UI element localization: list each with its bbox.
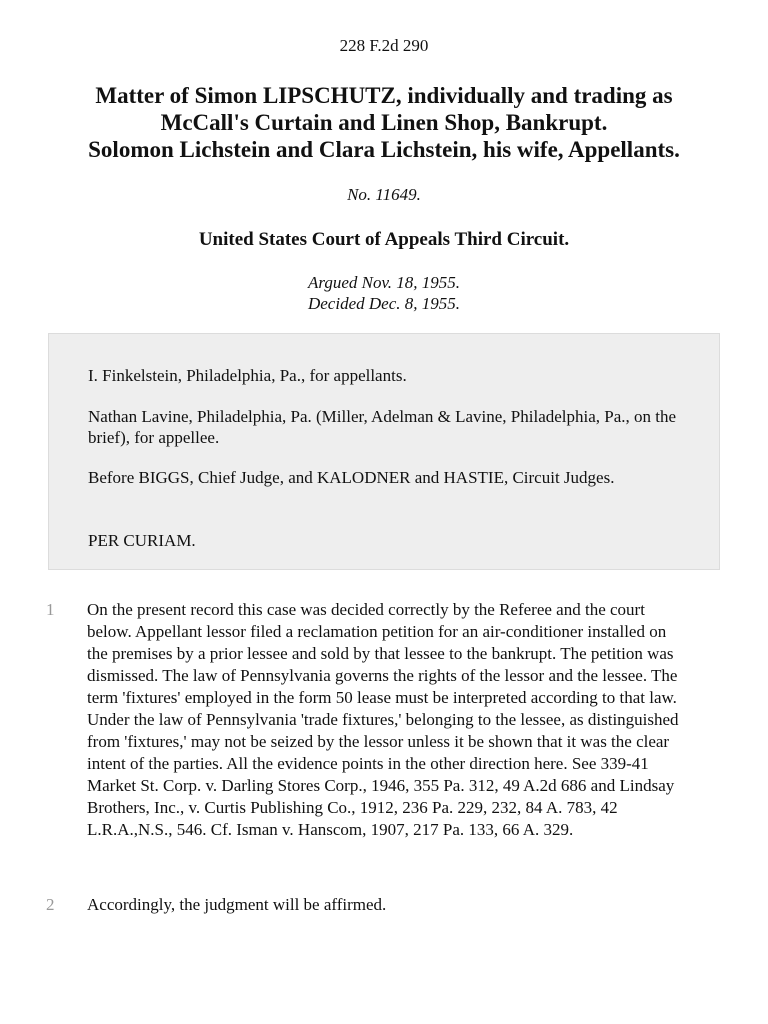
docket-number: No. 11649. — [347, 185, 421, 204]
case-title-line-2: McCall's Curtain and Linen Shop, Bankrupt. — [160, 110, 608, 135]
decided-date: Decided Dec. 8, 1955. — [307, 294, 460, 313]
paragraph-number-2: 2 — [46, 895, 55, 914]
case-dates — [0, 272, 768, 314]
paragraph-number-1: 1 — [46, 600, 55, 619]
argued-date: Argued Nov. 18, 1955. — [307, 273, 461, 292]
case-title — [20, 82, 748, 163]
citation: 228 F.2d 290 — [339, 36, 429, 55]
bench-judges: Before BIGGS, Chief Judge, and KALODNER and HASTIE, Circuit Judges. — [88, 468, 615, 487]
appellants-counsel: I. Finkelstein, Philadelphia, Pa., for appellants. — [88, 366, 407, 385]
appellee-counsel: Nathan Lavine, Philadelphia, Pa. (Miller, Adelman & Lavine, Philadelphia, Pa., on the brief), for appellee. — [88, 407, 677, 447]
court-name: United States Court of Appeals Third Circuit. — [198, 229, 570, 250]
counsel-info-box — [48, 333, 720, 570]
per-curiam: PER CURIAM. — [88, 531, 196, 550]
case-title-line-3: Solomon Lichstein and Clara Lichstein, his wife, Appellants. — [88, 137, 680, 162]
paragraph-2: Accordingly, the judgment will be affirmed. — [87, 895, 387, 914]
paragraph-1: On the present record this case was decided correctly by the Referee and the court below. Appellant lessor filed a reclamation petition for an air-conditioner installed on the premises by a prior lessee and sold by that lessee to the bankrupt. The petition was dismissed. The law of Pennsylvania governs the rights of the lessor and the lessee. The term 'fixtures' employed in the form 50 lease must be interpreted according to that law. Under the law of Pennsylvania 'trade fixtures,' belonging to the lessee, as distinguished from 'fixtures,' may not be seized by the lessor unless it be shown that it was the clear intent of the parties. All the evidence points in the other direction here. See 339-41 Market St. Corp. v. Darling Stores Corp., 1946, 355 Pa. 312, 49 A.2d 686 and Lindsay Brothers, Inc., v. Curtis Publishing Co., 1912, 236 Pa. 229, 232, 84 A. 783, 42 L.R.A.,N.S., 546. Cf. Isman v. Hanscom, 1907, 217 Pa. 133, 66 A. 329. — [87, 600, 679, 839]
case-title-line-1: Matter of Simon LIPSCHUTZ, individually and trading as — [95, 83, 673, 108]
